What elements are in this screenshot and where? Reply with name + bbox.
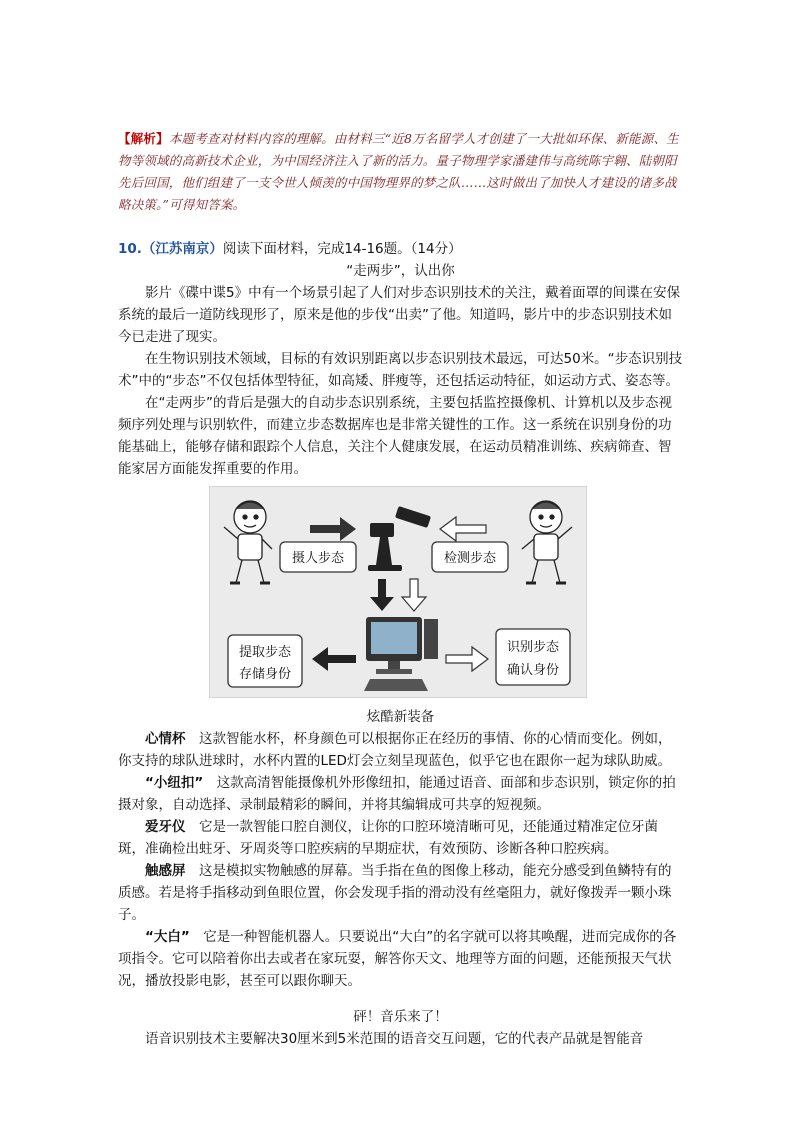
gadget-item	[118, 860, 683, 926]
question-prompt: 阅读下面材料，完成14-16题。（14分）	[222, 241, 462, 257]
arrow-down-outline-icon	[402, 579, 426, 611]
question-number: 10.	[118, 241, 142, 257]
gadget-desc: 它是一款智能口腔自测仪，让你的口腔环境清晰可见，还能通过精准定位牙菌斑，准确检出蛀牙、牙周炎等口腔疾病的早期症状，有效预防、诊断各种口腔疾病。	[118, 819, 658, 857]
gadget-item	[118, 926, 683, 992]
label-detect-gait: 检测步态	[443, 551, 497, 566]
arrow-left-outline-icon	[440, 517, 486, 541]
label-extract-gait: 提取步态	[238, 645, 292, 660]
arrow-left-solid-icon	[312, 647, 356, 671]
gadget-desc: 这款智能水杯，杯身颜色可以根据你正在经历的事情、你的心情而变化。例如，你支持的球队进球时，水杯内置的LED灯会立刻呈现蓝色，似乎它也在跟你一起为球队助威。	[118, 731, 672, 769]
article3-title: 砰！音乐来了！	[353, 1009, 448, 1025]
arrow-down-solid-icon	[370, 579, 394, 611]
gadget-item	[118, 816, 683, 860]
article2-title: 炫酷新装备	[366, 709, 435, 725]
analysis-block	[118, 128, 683, 216]
camera-icon	[368, 506, 431, 571]
walking-person-right-icon	[522, 501, 572, 583]
gait-recognition-diagram	[209, 486, 587, 698]
walking-person-left-icon	[224, 501, 272, 583]
gadget-term: “大白”	[145, 929, 190, 945]
article1-paragraph: 在“走两步”的背后是强大的自动步态识别系统，主要包括监控摄像机、计算机以及步态视频序列处理与识别软件，而建立步态数据库也是非常关键性的工作。这一系统在识别身份的功能基础上，能够存储和跟踪个人信息，关注个人健康发展，在运动员精准训练、疾病筛查、智能家居方面能发挥重要的作用。	[118, 395, 672, 477]
gadget-term: 心情杯	[145, 731, 186, 747]
gadget-desc: 这款高清智能摄像机外形像纽扣，能通过语音、面部和步态识别，锁定你的拍摄对象，自动选择、录制最精彩的瞬间，并将其编辑成可共享的短视频。	[118, 775, 676, 813]
label-confirm-identity: 确认身份	[506, 663, 560, 678]
arrow-right-outline-icon	[446, 647, 488, 671]
document-page	[118, 128, 683, 1050]
label-store-identity: 存储身份	[238, 667, 292, 682]
article1-paragraph: 在生物识别技术领域，目标的有效识别距离以步态识别技术最远，可达50米。“步态识别技术”中的“步态”不仅包括体型特征，如高矮、胖瘦等，还包括运动特征，如运动方式、姿态等。	[118, 351, 683, 389]
article1-paragraph: 影片《碟中谍5》中有一个场景引起了人们对步态识别技术的关注，戴着面罩的间谍在安保系统的最后一道防线现形了，原来是他的步伐“出卖”了他。知道吗，影片中的步态识别技术如今已走进了现实。	[118, 285, 681, 345]
analysis-text: 本题考查对材料内容的理解。由材料三“近8万名留学人才创建了一大批如环保、新能源、生物等领域的高新技术企业，为中国经济注入了新的活力。量子物理学家潘建伟与高统陈宇翱、陆朝阳先后回国，他们组建了一支令世人倾羡的中国物理界的梦之队……这时做出了加快人才建设的诸多战略决策。”可得知答案。	[118, 131, 679, 212]
gadget-desc: 这是模拟实物触感的屏幕。当手指在鱼的图像上移动，能充分感受到鱼鳞特有的质感。若是将手指移动到鱼眼位置，你会发现手指的滑动没有丝毫阻力，就好像拨弄一颗小珠子。	[118, 863, 672, 923]
gadget-term: 爱牙仪	[145, 819, 186, 835]
question-header	[118, 238, 683, 260]
article3-paragraph: 语音识别技术主要解决30厘米到5米范围的语音交互问题，它的代表产品就是智能音	[145, 1031, 644, 1047]
analysis-tag: 【解析】	[118, 131, 169, 146]
arrow-right-solid-icon	[310, 517, 356, 541]
question-source: （江苏南京）	[141, 241, 223, 257]
gadget-item	[118, 772, 683, 816]
label-identify-gait: 识别步态	[506, 640, 560, 655]
label-capture-gait: 摄人步态	[291, 551, 345, 566]
computer-icon	[364, 617, 438, 691]
gadget-term: 触感屏	[145, 863, 186, 879]
article1-title: “走两步”，认出你	[346, 263, 455, 279]
gadget-desc: 它是一种智能机器人。只要说出“大白”的名字就可以将其唤醒，进而完成你的各项指令。它可以陪着你出去或者在家玩耍，解答你天文、地理等方面的问题，还能预报天气状况，播放投影电影，甚至可以跟你聊天。	[118, 929, 677, 989]
gadget-item	[118, 728, 683, 772]
gadget-term: “小纽扣”	[145, 775, 204, 791]
